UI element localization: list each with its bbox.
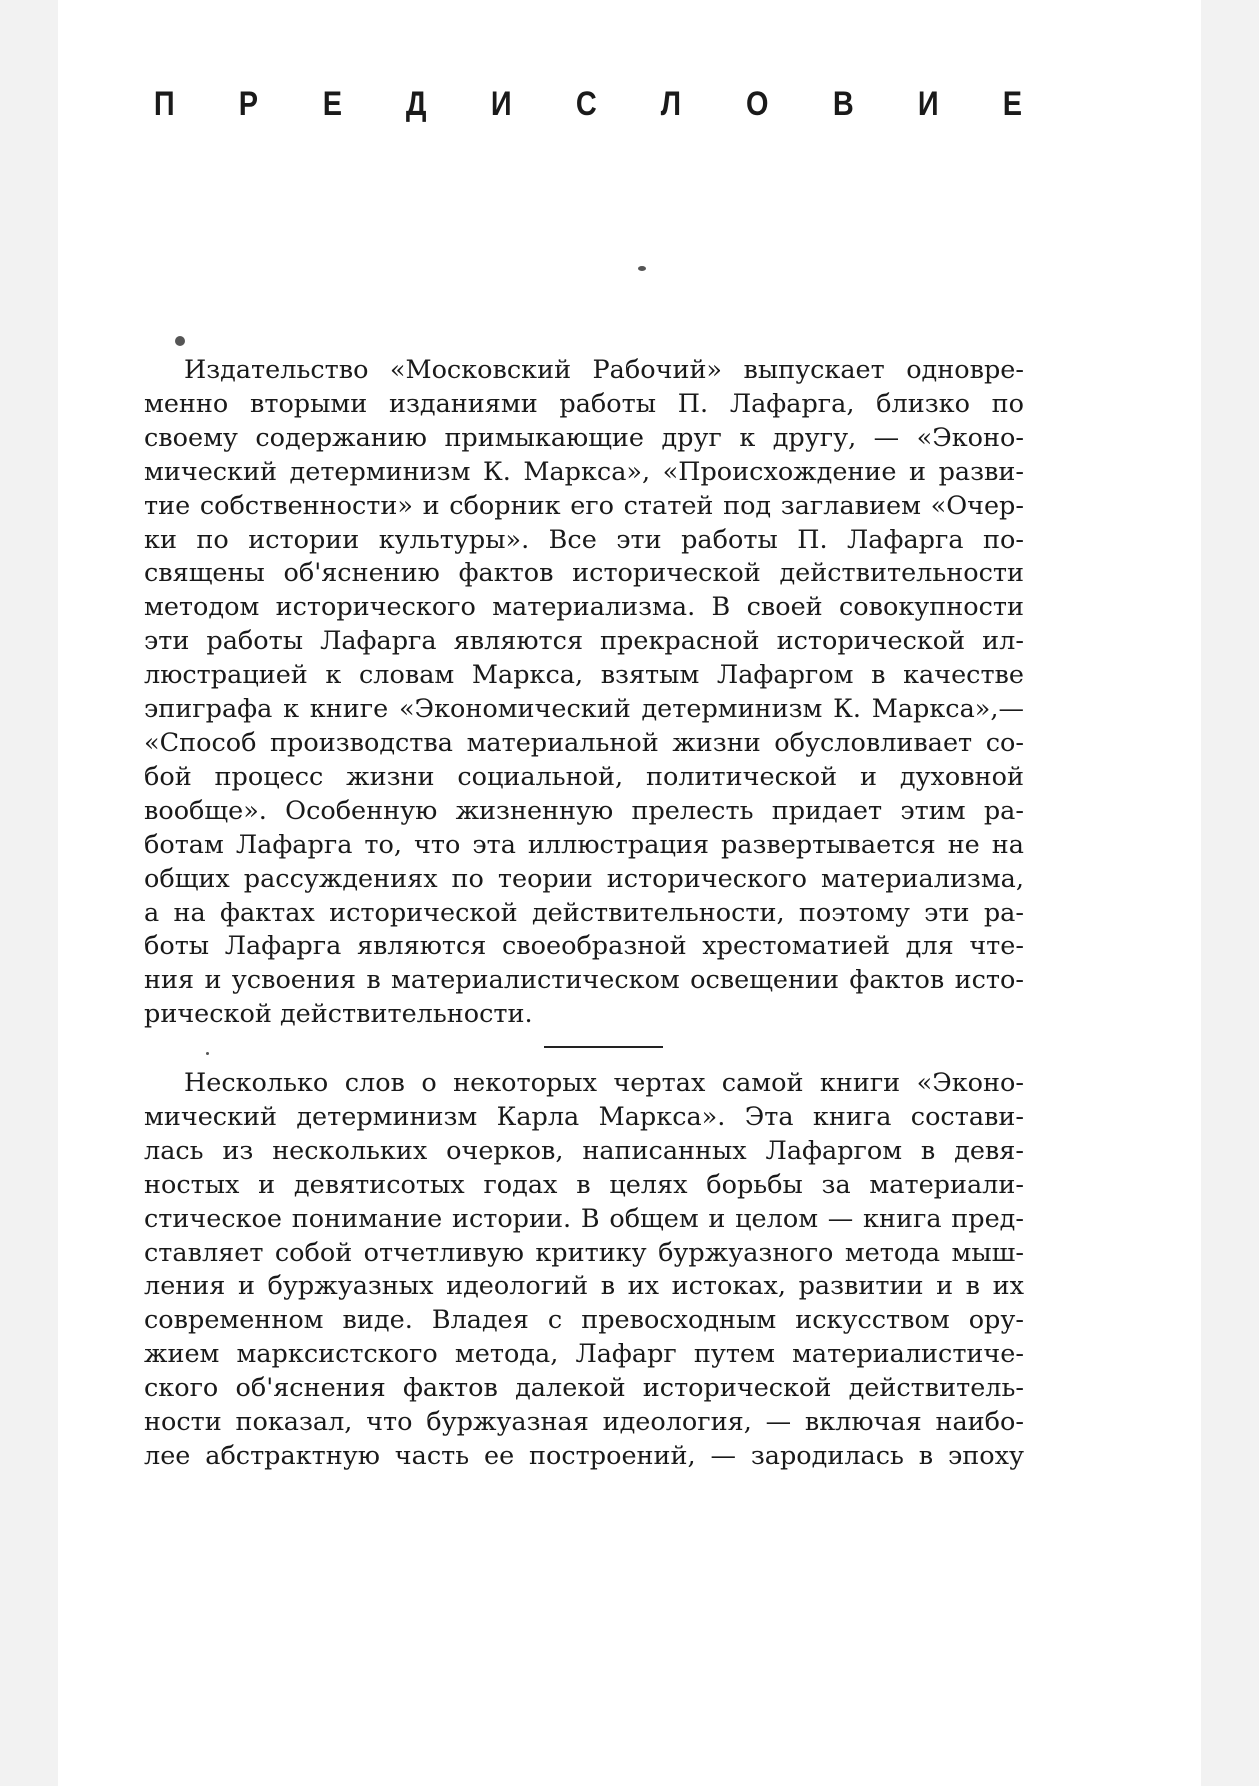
heading-letter: П — [153, 85, 175, 123]
heading-letter: Д — [405, 85, 427, 123]
text-line: ботам Лафарга то, что эта иллюстрация развертывается не на — [144, 829, 1024, 860]
text-line: рической действительности. — [144, 999, 533, 1030]
text-line: священы об'яснению фактов исторической действительности — [144, 558, 1024, 589]
text-line: лась из нескольких очерков, написанных Лафаргом в девя- — [144, 1135, 1024, 1166]
text-line: общих рассуждениях по теории исторического материализма, — [144, 863, 1024, 894]
text-line: тие собственности» и сборник его статей под заглавием «Очер- — [144, 490, 1024, 521]
scan-speck — [175, 336, 185, 346]
text-line: мический детерминизм К. Маркса», «Происхождение и разви- — [144, 456, 1024, 487]
heading-letter: О — [745, 85, 769, 123]
text-line: бой процесс жизни социальной, политической и духовной — [144, 761, 1024, 792]
text-line: ления и буржуазных идеологий в их истоках, развитии и в их — [144, 1271, 1024, 1302]
scan-speck — [638, 266, 646, 271]
text-line: ки по истории культуры». Все эти работы П. Лафарга по- — [144, 524, 1024, 555]
book-page — [58, 0, 1201, 1786]
heading-letter: Л — [660, 85, 682, 123]
text-line: ности показал, что буржуазная идеология, — включая наибо- — [144, 1407, 1024, 1438]
text-line: а на фактах исторической действительности, поэтому эти ра- — [144, 897, 1024, 928]
text-line: вообще». Особенную жизненную прелесть придает этим ра- — [144, 795, 1024, 826]
text-line: ского об'яснения фактов далекой исторической действитель- — [144, 1373, 1024, 1404]
text-line: «Способ производства материальной жизни обусловливает со- — [144, 727, 1024, 758]
page-heading — [152, 84, 1024, 124]
text-line: Несколько слов о некоторых чертах самой книги «Эконо- — [184, 1068, 1024, 1098]
text-line: Издательство «Московский Рабочий» выпускает одновре- — [184, 355, 1024, 385]
paragraph-2 — [144, 1067, 1024, 1474]
text-line: жием марксистского метода, Лафарг путем материалистиче- — [144, 1339, 1024, 1370]
text-line: своему содержанию примыкающие друг к другу, — «Эконо- — [144, 422, 1024, 453]
text-line: эти работы Лафарга являются прекрасной исторической ил- — [144, 626, 1024, 657]
heading-letter: Р — [238, 85, 259, 123]
heading-letter: Е — [1002, 85, 1023, 123]
heading-letter: В — [832, 85, 854, 123]
text-line: менно вторыми изданиями работы П. Лафарга, близко по — [144, 388, 1024, 419]
paragraph-1 — [144, 354, 1024, 1032]
text-line: ставляет собой отчетливую критику буржуазного метода мыш- — [144, 1237, 1024, 1268]
heading-letter: Е — [322, 85, 342, 123]
text-line: методом исторического материализма. В своей совокупности — [144, 592, 1024, 623]
text-line: мический детерминизм Карла Маркса». Эта книга состави- — [144, 1101, 1024, 1132]
section-divider — [544, 1046, 663, 1048]
text-line: стическое понимание истории. В общем и целом — книга пред- — [144, 1203, 1024, 1234]
text-line: эпиграфа к книге «Экономический детерминизм К. Маркса»,— — [144, 694, 1024, 725]
heading-letter: С — [575, 85, 597, 123]
heading-letter: И — [917, 85, 939, 123]
text-line: боты Лафарга являются своеобразной хрестоматией для чте- — [144, 931, 1024, 962]
text-line: люстрацией к словам Маркса, взятым Лафаргом в качестве — [144, 660, 1024, 691]
heading-letter: И — [490, 85, 512, 123]
text-line: современном виде. Владея с превосходным искусством ору- — [144, 1305, 1024, 1336]
text-line: ния и усвоения в материалистическом освещении фактов исто- — [144, 965, 1024, 996]
text-line: ностых и девятисотых годах в целях борьбы за материали- — [144, 1169, 1024, 1200]
scan-speck — [206, 1052, 209, 1055]
text-line: лее абстрактную часть ее построений, — зародилась в эпоху — [144, 1440, 1024, 1471]
